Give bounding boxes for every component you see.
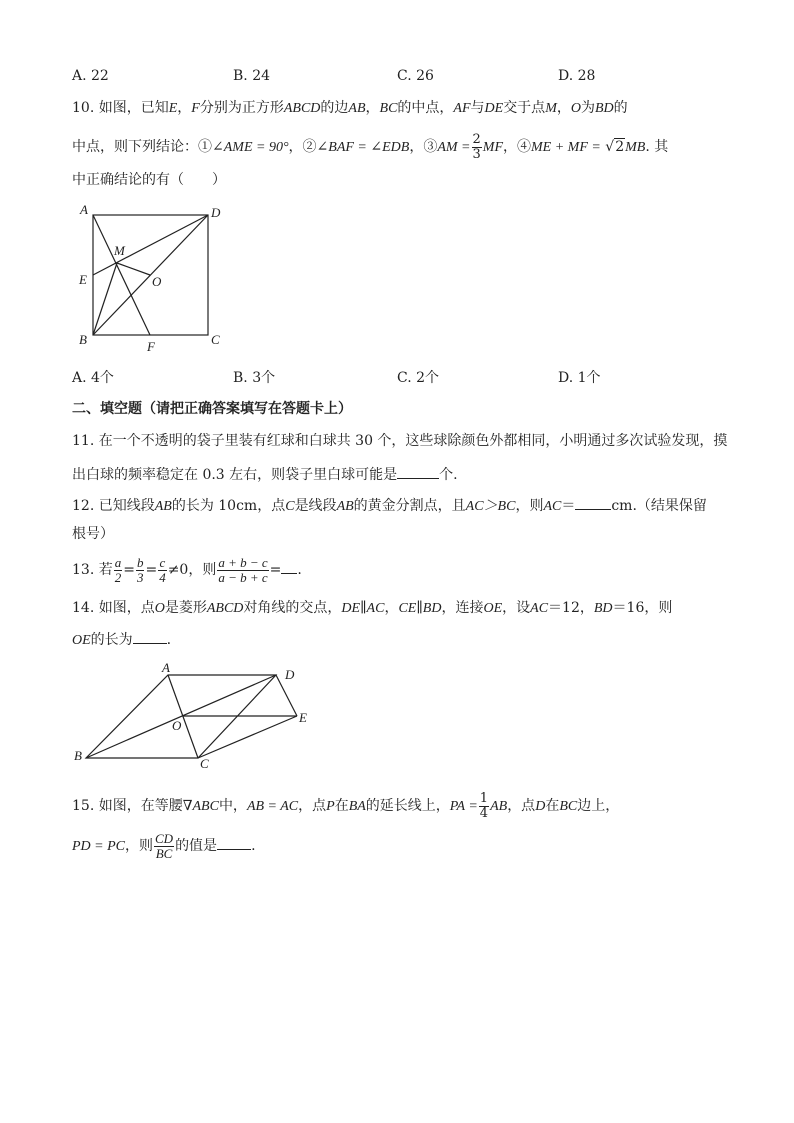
q12-line-2: 根号） <box>72 526 114 542</box>
fraction-c-over-4: $\frac{c}{4}$ <box>159 555 166 585</box>
section-2-heading: 二、填空题（请把正确答案填写在答题卡上） <box>72 401 352 417</box>
segment-ce <box>198 716 297 758</box>
label-o: O <box>152 274 162 289</box>
q14-line-1: 14. 如图，点O是菱形ABCD对角线的交点，DE∥AC，CE∥BD，连接OE，设AC＝12，BD＝16，则 <box>72 600 673 616</box>
q14-line-2: OE的长为 . <box>72 632 172 648</box>
q10-conclusion-3: AM = $\frac{2}{3}$ MF <box>437 132 503 162</box>
q15-line-2: PD = PC，则 $\frac{CD}{BC}$ 的值是 . <box>72 831 256 861</box>
segment-bm <box>93 263 117 335</box>
q10-option-b: B. 3个 <box>233 370 276 386</box>
label-c: C <box>200 756 209 771</box>
fraction-two-thirds: $\frac{2}{3}$ <box>472 132 481 162</box>
q15-line-1: 15. 如图，在等腰∇ABC中，AB = AC，点P在BA的延长线上，PA = $\frac{1}{4}$ AB，点D在BC边上， <box>72 791 620 821</box>
segment-af <box>93 215 150 335</box>
label-e: E <box>79 272 87 287</box>
q10-line-2: 中点，则下列结论：①∠AME = 90°，②∠BAF = ∠EDB，③AM = $\frac{2}{3}$ MF，④ME + MF = √2MB. 其 <box>72 132 669 162</box>
q11-answer-blank[interactable] <box>397 466 439 479</box>
label-e: E <box>299 710 307 725</box>
segment-de <box>93 215 208 275</box>
label-o: O <box>172 718 182 733</box>
label-d: D <box>211 205 221 220</box>
q10-square-figure <box>72 200 232 360</box>
q13-answer-blank[interactable] <box>281 561 297 574</box>
segment-bd <box>93 215 208 335</box>
q10-conclusion-2: ∠BAF = ∠EDB <box>316 140 410 156</box>
q10-conclusion-1: ∠AME = 90° <box>212 140 289 156</box>
q14-answer-blank[interactable] <box>133 631 167 644</box>
label-m: M <box>114 243 125 258</box>
q10-option-d: D. 1个 <box>558 370 601 386</box>
label-d: D <box>285 667 295 682</box>
q14-rhombus-figure <box>72 660 322 775</box>
label-a: A <box>80 202 88 217</box>
label-c: C <box>211 332 220 347</box>
q9-option-c: C. 26 <box>397 68 434 84</box>
q13-line: 13. 若 $\frac{a}{2}$ = $\frac{b}{3}$ = $\frac{c}{4}$ ≠0，则 $\frac{a + b - c}{a - b + c}$ = . <box>72 555 302 585</box>
q10-option-c: C. 2个 <box>397 370 440 386</box>
fraction-one-quarter: $\frac{1}{4}$ <box>479 791 489 821</box>
q9-option-a: A. 22 <box>72 68 109 84</box>
label-f: F <box>147 339 155 354</box>
fraction-expression: $\frac{a + b - c}{a - b + c}$ <box>218 555 268 585</box>
q12-line-1: 12. 已知线段AB的长为 10cm，点C是线段AB的黄金分割点，且AC＞BC，则AC＝ cm.（结果保留 <box>72 498 707 514</box>
label-a: A <box>162 660 170 675</box>
label-b: B <box>79 332 87 347</box>
q10-option-a: A. 4个 <box>72 370 114 386</box>
fraction-a-over-2: $\frac{a}{2}$ <box>114 555 122 585</box>
q10-line-3: 中正确结论的有（ ） <box>72 172 226 188</box>
label-b: B <box>74 748 82 763</box>
q11-line-2: 出白球的频率稳定在 0.3 左右，则袋子里白球可能是 个. <box>72 467 458 483</box>
q10-line-1: 10. 如图，已知E，F分别为正方形ABCD的边AB，BC的中点，AF与DE交于点M，O为BD的 <box>72 100 628 116</box>
q10-conclusion-4: ME + MF = √2MB <box>531 139 646 156</box>
q15-answer-blank[interactable] <box>217 837 251 850</box>
fraction-b-over-3: $\frac{b}{3}$ <box>136 555 144 585</box>
fraction-cd-over-bc: $\frac{CD}{BC}$ <box>155 831 174 861</box>
segment-mo <box>117 263 150 275</box>
q9-option-b: B. 24 <box>233 68 271 84</box>
q9-option-d: D. 28 <box>558 68 596 84</box>
q12-answer-blank[interactable] <box>575 497 611 510</box>
q11-line-1: 11. 在一个不透明的袋子里装有红球和白球共 30 个，这些球除颜色外都相同，小明通过多次试验发现，摸 <box>72 433 728 449</box>
